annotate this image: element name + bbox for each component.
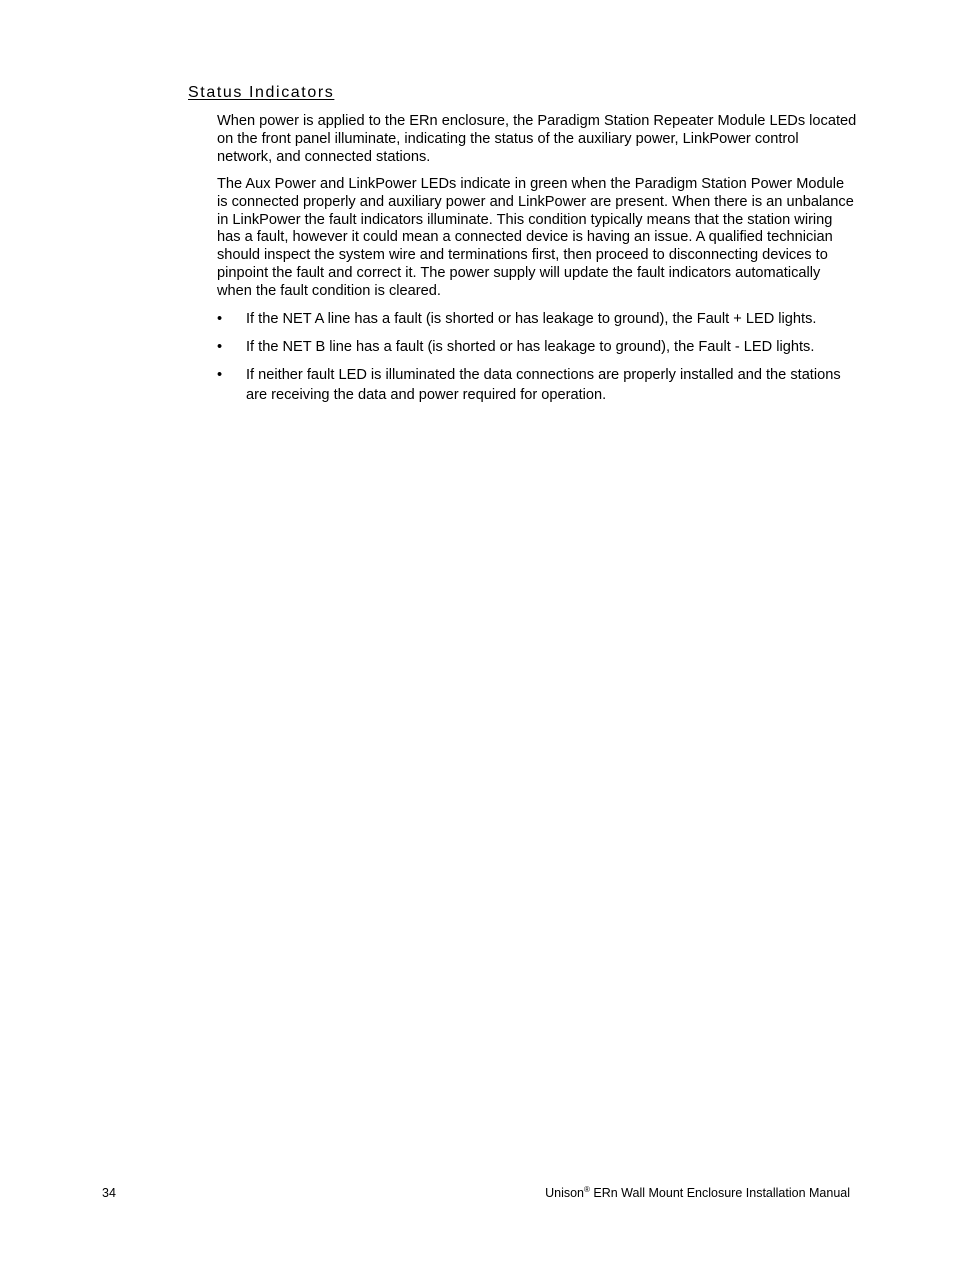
registered-mark: ®: [584, 1184, 590, 1194]
footer-title-rest: ERn Wall Mount Enclosure Installation Manual: [589, 1186, 850, 1200]
bullet-text: If the NET B line has a fault (is shorted or has leakage to ground), the Fault - LED lights.: [246, 339, 815, 355]
bullet-text: If neither fault LED is illuminated the data connections are properly installed and the stations are receiving the data and power required for operation.: [246, 367, 841, 403]
bullet-icon: •: [217, 339, 223, 355]
bullet-icon: •: [217, 367, 223, 383]
list-item: [217, 309, 857, 329]
footer-brand: Unison: [545, 1186, 585, 1200]
page-number: 34: [102, 1186, 116, 1200]
section-heading: Status Indicators: [188, 84, 335, 101]
fault-bullet-list: [217, 309, 857, 413]
bullet-text: If the NET A line has a fault (is shorted or has leakage to ground), the Fault + LED lights.: [246, 311, 817, 327]
list-item: [217, 365, 857, 405]
footer-manual-title: [545, 1185, 850, 1201]
list-item: [217, 337, 857, 357]
paragraph-led-description: The Aux Power and LinkPower LEDs indicate in green when the Paradigm Station Power Module is connected properly and auxiliary power and LinkPower are present. When there is an unbalance in LinkPower the fault indicators illuminate. This condition typically means that the station wiring has a fault, however it could mean a connected device is having an issue. A qualified technician should inspect the system wire and terminations first, then proceed to disconnecting devices to pinpoint the fault and correct it. The power supply will update the fault indicators automatically when the fault condition is cleared.: [217, 176, 854, 299]
paragraph-intro: When power is applied to the ERn enclosure, the Paradigm Station Repeater Module LEDs located on the front panel illuminate, indicating the status of the auxiliary power, LinkPower control network, and connected stations.: [217, 113, 857, 165]
bullet-icon: •: [217, 311, 223, 327]
